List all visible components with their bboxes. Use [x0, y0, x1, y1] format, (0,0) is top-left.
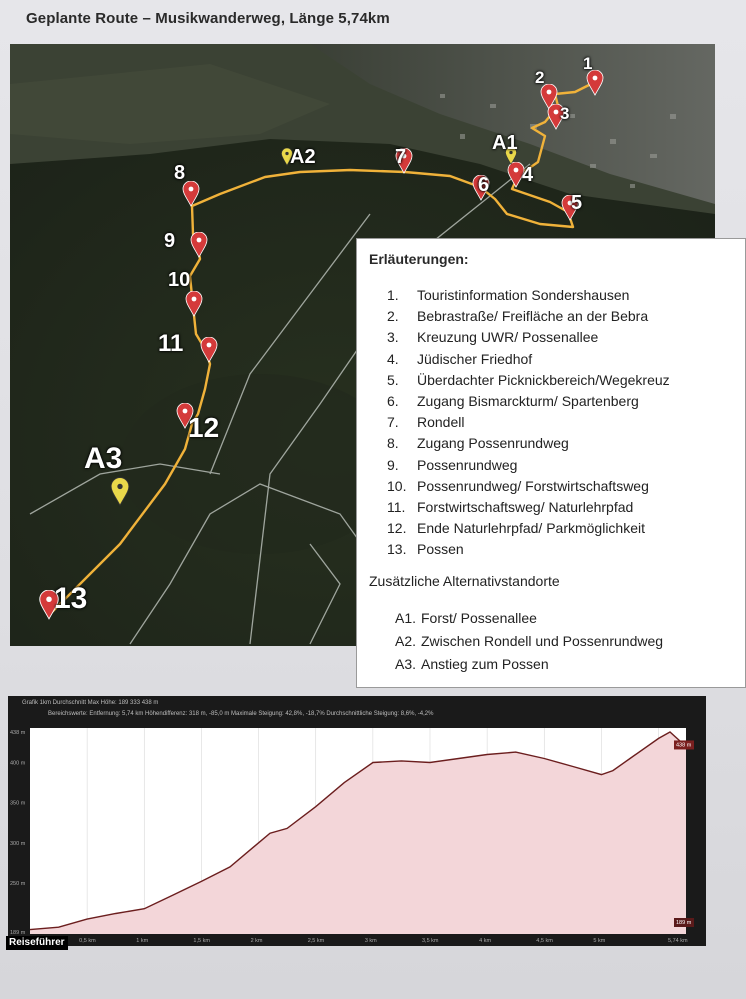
- x-tick-label: 5,74 km: [668, 938, 688, 944]
- legend-item: 8. Zugang Possenrundweg: [387, 435, 569, 452]
- alt-item: A2. Zwischen Rondell und Possenrundweg: [395, 633, 664, 649]
- x-tick-label: 1 km: [136, 938, 149, 944]
- x-tick-label: 2,5 km: [307, 938, 325, 944]
- legend-panel: [356, 238, 746, 688]
- map-label-3: 3: [560, 104, 570, 123]
- reisefuehrer-badge[interactable]: Reiseführer: [6, 936, 68, 950]
- legend-title: Erläuterungen:: [369, 251, 469, 267]
- map-label-4: 4: [522, 164, 534, 186]
- profile-header-line1: Grafik 1km Durchschnitt Max Höhe: 189 333 438 m: [22, 700, 159, 706]
- x-tick-label: 1,5 km: [193, 938, 210, 944]
- legend-item: 11. Forstwirtschaftsweg/ Naturlehrpfad: [387, 498, 634, 515]
- legend-item: 6. Zugang Bismarckturm/ Spartenberg: [387, 392, 639, 409]
- legend-item: 3. Kreuzung UWR/ Possenallee: [387, 329, 599, 346]
- alternatives-list: [395, 607, 663, 676]
- map-pin-10-icon[interactable]: [185, 291, 203, 317]
- alt-item: A1. Forst/ Possenallee: [395, 610, 537, 626]
- y-tick-label: 189 m: [10, 930, 26, 936]
- map-label-7: 7: [395, 146, 407, 168]
- x-tick-label: 5 km: [593, 938, 606, 944]
- value-badge-label: 189 m: [676, 920, 692, 926]
- legend-item: 2. Bebrastraße/ Freifläche an der Bebra: [387, 308, 649, 325]
- legend-item: 5. Überdachter Picknickbereich/Wegekreuz: [387, 371, 670, 388]
- map-label-9: 9: [164, 230, 176, 252]
- map-label-a2: A2: [290, 146, 316, 168]
- y-tick-label: 438 m: [10, 730, 26, 736]
- x-tick-label: 4 km: [479, 938, 492, 944]
- x-tick-label: 0,5 km: [79, 938, 96, 944]
- legend-item: 4. Jüdischer Friedhof: [387, 350, 533, 367]
- value-badge-label: 438 m: [676, 742, 692, 749]
- y-tick-label: 250 m: [10, 881, 26, 888]
- map-label-5: 5: [571, 192, 583, 214]
- x-tick-label: 2 km: [250, 938, 263, 944]
- map-label-12: 12: [188, 412, 220, 443]
- legend-item: 1. Touristinformation Sondershausen: [387, 287, 630, 303]
- map-pin-9-icon[interactable]: [190, 232, 208, 258]
- map-label-11: 11: [158, 330, 184, 357]
- y-tick-label: 350 m: [10, 800, 26, 807]
- legend-list: [387, 285, 670, 560]
- legend-item: 12. Ende Naturlehrpfad/ Parkmöglichkeit: [387, 520, 646, 537]
- legend-item: 13. Possen: [387, 541, 464, 558]
- map-label-a1: A1: [492, 132, 518, 154]
- y-tick-label: 300 m: [10, 840, 26, 847]
- alt-pin-a3-icon[interactable]: [110, 477, 130, 507]
- map-label-6: 6: [478, 174, 490, 196]
- map-label-a3: A3: [84, 442, 123, 475]
- alt-item: A3. Anstieg zum Possen: [395, 656, 549, 672]
- map-label-1: 1: [583, 54, 593, 73]
- elevation-chart: [8, 696, 706, 946]
- page-title: Geplante Route – Musikwanderweg, Länge 5,74km: [26, 10, 390, 27]
- profile-header-line2: Bereichswerte: Entfernung: 5,74 km Höhendifferenz: 318 m, -85,0 m Maximale Steigung: 42,8%, -18,7% Durchschnittliche Steigung: 8,6%, -4,2%: [48, 711, 434, 717]
- y-tick-label: 400 m: [10, 760, 26, 767]
- elevation-profile[interactable]: [8, 696, 706, 946]
- alternatives-title: Zusätzliche Alternativstandorte: [369, 573, 560, 589]
- map-pin-11-icon[interactable]: [200, 337, 218, 363]
- map-label-10: 10: [168, 269, 191, 291]
- map-label-13: 13: [54, 582, 88, 615]
- map-label-8: 8: [174, 162, 186, 184]
- legend-item: 9. Possenrundweg: [387, 456, 518, 473]
- legend-item: 7. Rondell: [387, 414, 465, 431]
- legend-item: 10. Possenrundweg/ Forstwirtschaftsweg: [387, 477, 649, 494]
- map-label-2: 2: [535, 68, 545, 87]
- x-tick-label: 3,5 km: [422, 938, 439, 944]
- x-tick-label: 3 km: [364, 938, 377, 944]
- x-tick-label: 4,5 km: [536, 938, 553, 944]
